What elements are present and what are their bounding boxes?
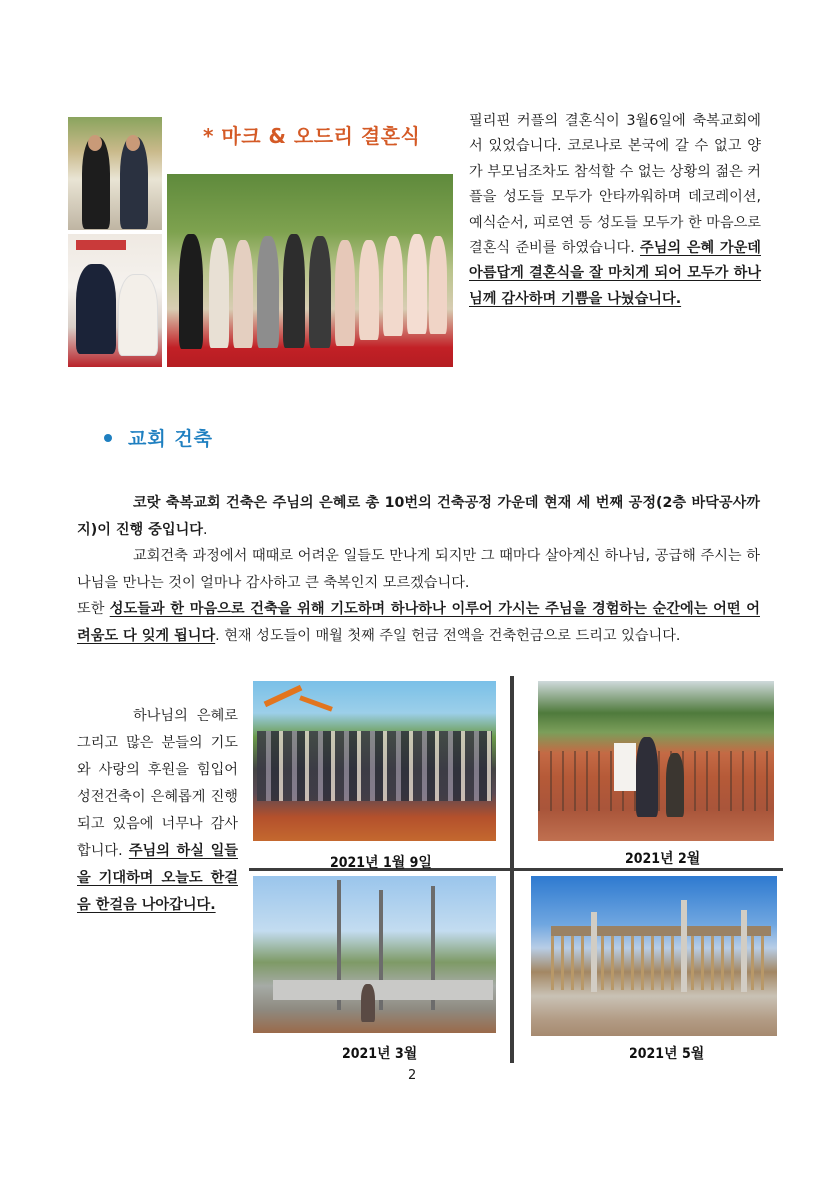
body-paragraph-1-bold: 코랏 축복교회 건축은 주님의 은혜로 총 10번의 건축공정 가운데 현재 세 번째 공정(2층 바닥공사까지)이 진행 중입니다 <box>77 495 760 538</box>
wedding-photo-seated <box>68 234 162 367</box>
construction-photo-jan <box>253 681 496 841</box>
wedding-photo-couple <box>68 117 162 230</box>
body-paragraph-3-start: 또한 <box>77 601 110 617</box>
page-number: 2 <box>408 1068 417 1083</box>
construction-photo-may <box>531 876 777 1036</box>
wedding-photo-group <box>167 174 453 367</box>
body-paragraph-1 <box>77 490 760 543</box>
body-paragraph-3 <box>77 596 760 649</box>
caption-photo-2: 2021년 2월 <box>625 851 701 867</box>
side-paragraph <box>77 703 238 919</box>
wedding-title: * 마크 & 오드리 결혼식 <box>203 124 421 148</box>
body-paragraph-1-end: . <box>203 521 208 538</box>
construction-photo-mar <box>253 876 496 1033</box>
body-paragraph-3-bold: 성도들과 한 마음으로 건축을 위해 기도하며 하나하나 이루어 가시는 주님을 경험하는 순간에는 어떤 어려움도 다 잊게 됩니다 <box>77 601 760 644</box>
caption-photo-3: 2021년 3월 <box>342 1046 418 1062</box>
bullet-icon <box>104 434 112 442</box>
side-text: 하나님의 은혜로 그리고 많은 분들의 기도와 사랑의 후원을 힘입어 성전건축이 은혜롭게 진행되고 있음에 너무나 감사합니다. <box>77 708 238 859</box>
body-paragraph-2 <box>77 543 760 596</box>
wedding-text-emphasis: 주님의 은혜 가운데 아름답게 결혼식을 잘 마치게 되어 모두가 하나님께 감사하며 기쁨을 나눴습니다. <box>469 240 761 307</box>
body-paragraph-3-end: . 현재 성도들이 매월 첫째 주일 헌금 전액을 건축헌금으로 드리고 있습니다. <box>215 627 681 644</box>
wedding-paragraph <box>469 109 761 312</box>
caption-photo-4: 2021년 5월 <box>629 1046 705 1062</box>
caption-photo-1: 2021년 1월 9일 <box>330 855 432 871</box>
construction-photo-feb <box>538 681 774 841</box>
section-heading: 교회 건축 <box>128 428 214 450</box>
wedding-text: 필리핀 커플의 결혼식이 3월6일에 축복교회에서 있었습니다. 코로나로 본국에 갈 수 없고 양가 부모님조차도 참석할 수 없는 상황의 젊은 커플을 성도들 모두가 안타까워하며 데코레이션, 예식순서, 피로연 등 성도들 모두가 한 마음으로 결혼식 준비를 하였습니다. <box>469 113 761 257</box>
side-text-emphasis: 주님의 하실 일들을 기대하며 오늘도 한걸음 한걸음 나아갑니다. <box>77 843 238 913</box>
body-paragraph-2-text: 교회건축 과정에서 때때로 어려운 일들도 만나게 되지만 그 때마다 살아계신 하나님, 공급해 주시는 하나님을 만나는 것이 얼마나 감사하고 큰 축복인지 모르겠습니다. <box>77 548 760 591</box>
